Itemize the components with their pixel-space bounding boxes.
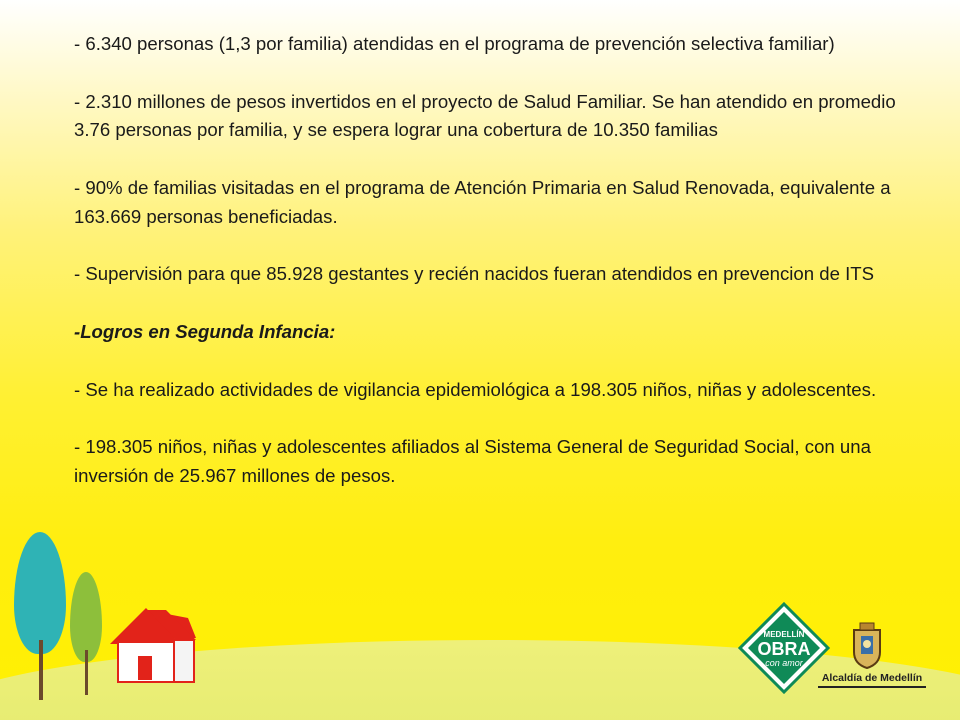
bullet-paragraph: - Se ha realizado actividades de vigilancia epidemiológica a 198.305 niños, niñas y adolescentes.: [74, 378, 877, 400]
divider: [818, 686, 926, 688]
slide-body: [74, 30, 904, 520]
tree-teal-icon: [14, 532, 66, 654]
bullet-paragraph: - 2.310 millones de pesos invertidos en el proyecto de Salud Familiar. Se han atendido en promedio 3.76 personas por familia, y se espera lograr una cobertura de 10.350 familias: [74, 90, 896, 141]
bullet-paragraph: - Supervisión para que 85.928 gestantes y recién nacidos fueran atendidos en prevencion de ITS: [74, 263, 875, 285]
tree-trunk: [39, 640, 43, 700]
obra-line2: OBRA: [757, 639, 811, 659]
coat-of-arms-icon: [850, 622, 884, 670]
alcaldia-label: Alcaldía de Medellín: [821, 672, 923, 684]
obra-line3: con amor: [765, 658, 803, 668]
tree-green-icon: [70, 572, 102, 662]
bullet-paragraph: - 6.340 personas (1,3 por familia) atendidas en el programa de prevención selectiva familiar): [74, 33, 835, 54]
tree-trunk: [85, 650, 88, 695]
house-icon: [100, 604, 196, 684]
bullet-paragraph: - 90% de familias visitadas en el programa de Atención Primaria en Salud Renovada, equivalente a 163.669 personas beneficiadas.: [74, 176, 891, 227]
section-heading: -Logros en Segunda Infancia:: [74, 320, 336, 342]
obra-line1: MEDELLÍN: [763, 630, 805, 639]
bullet-paragraph: - 198.305 niños, niñas y adolescentes afiliados al Sistema General de Seguridad Social, con una inversión de 25.967 millones de pesos.: [74, 436, 871, 486]
